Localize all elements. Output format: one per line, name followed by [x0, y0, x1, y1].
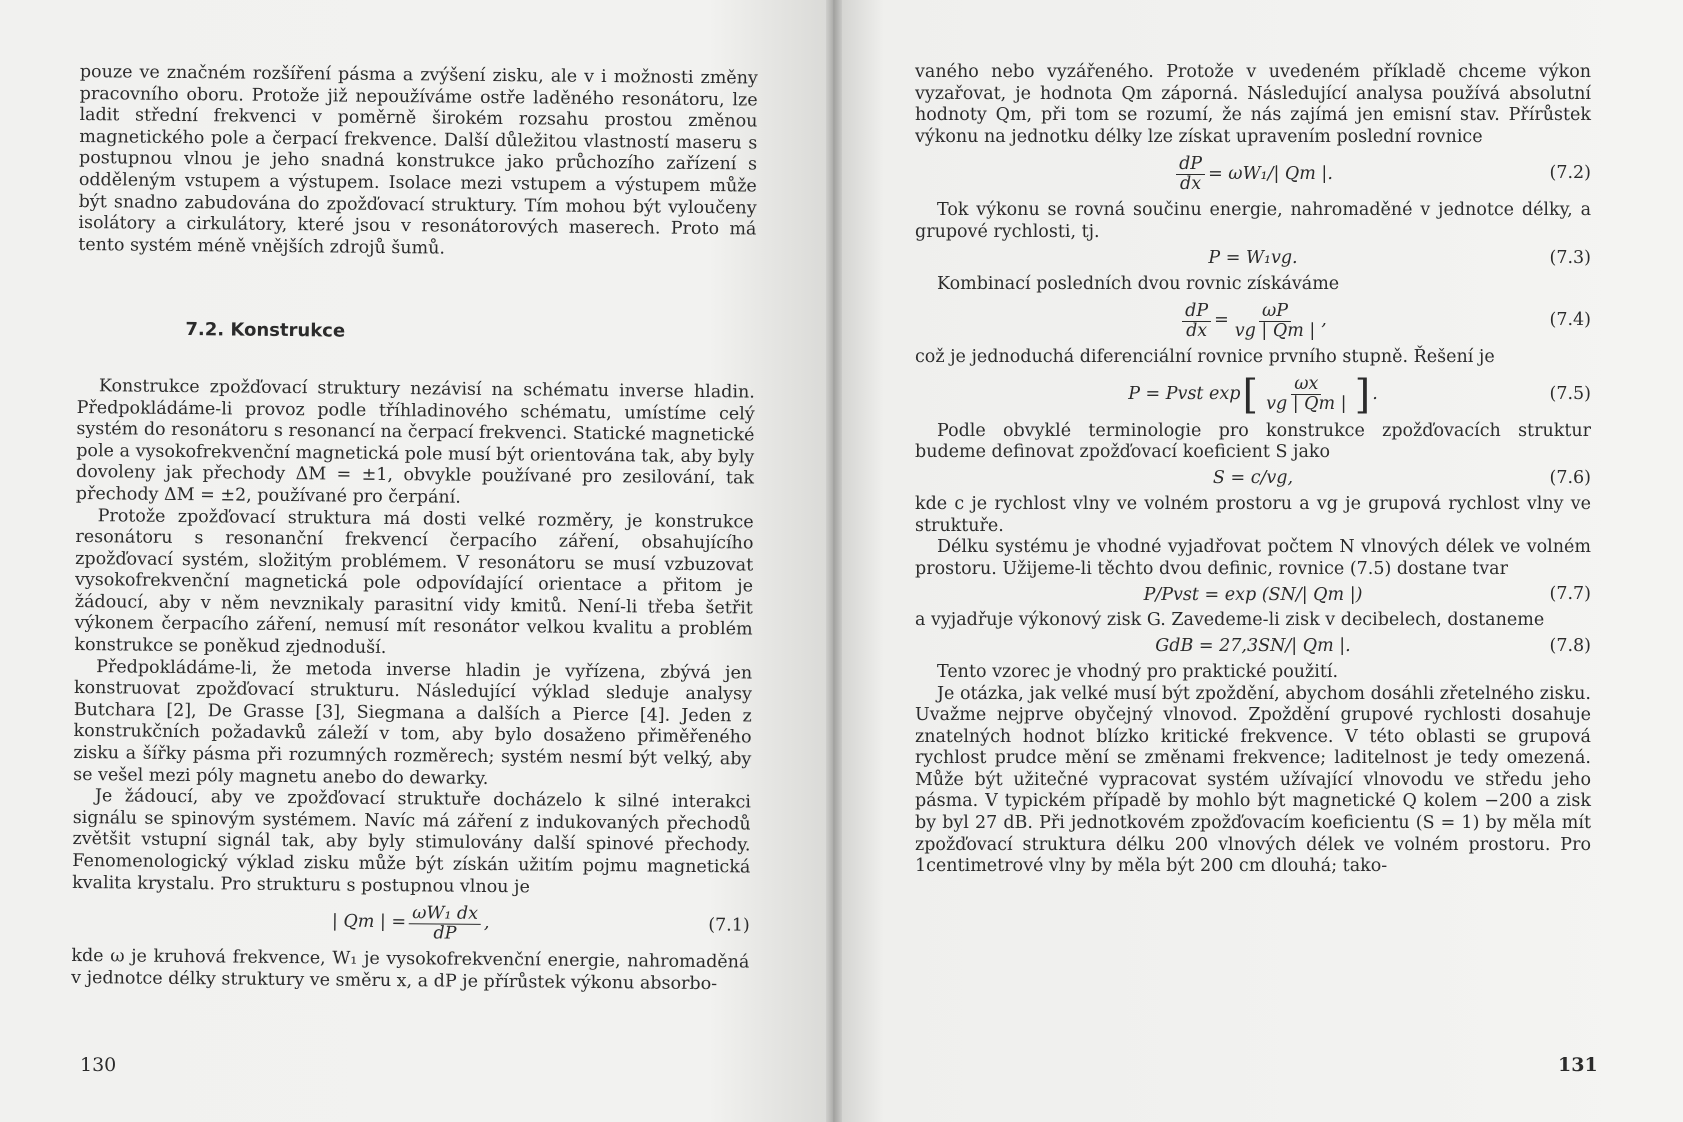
right-bracket: ]: [1354, 371, 1371, 418]
denominator: vg | Qm |: [1234, 320, 1316, 341]
equals-sign: =: [1214, 310, 1229, 331]
equation-tail: ,: [1321, 310, 1327, 331]
numerator: ωx: [1291, 375, 1321, 395]
left-bracket: [: [1242, 371, 1259, 418]
denominator: dx: [1180, 173, 1202, 194]
equation-tail: ,: [483, 913, 490, 934]
page-number-left: 130: [80, 1054, 117, 1076]
paragraph: Předpokládáme-li, že metoda inverse hladin je vyřízena, zbývá jen konstruovat zpožďovací strukturu. Následující výklad sleduje analysy Butchara [2], De Grasse [3], Siegmana a dalších a Pierce [4]. Jeden z konstrukčních požadavků záleží v tom, aby bylo dosaženo přiměřeného zisku a šířky pásma při rozumných rozměrech; systém nesmí být velký, aby se vešel mezi póly magnetu anebo do dewarky.: [73, 656, 753, 789]
numerator: dP: [1182, 302, 1211, 322]
equation-tail: .: [1372, 383, 1378, 404]
equation-body: P = W₁vg.: [1208, 247, 1298, 268]
equation-7-7: [915, 580, 1591, 610]
paragraph: Tento vzorec je vhodný pro praktické použití.: [937, 661, 1339, 682]
section-heading: 7.2. Konstrukce: [185, 319, 346, 342]
page-number-right: 131: [1558, 1054, 1598, 1076]
paragraph: Tok výkonu se rovná součinu energie, nahromaděné v jednotce délky, a grupové rychlosti, tj.: [915, 200, 1591, 242]
equation-lhs: P = Pvst exp: [1128, 383, 1241, 404]
fraction: [1182, 302, 1211, 341]
equation-number: (7.7): [1549, 584, 1591, 605]
equation-number: (7.3): [1549, 247, 1591, 268]
right-text-column: [915, 62, 1591, 878]
equation-7-4: [915, 295, 1591, 347]
equation-7-6: [915, 464, 1591, 494]
fraction: [409, 904, 481, 944]
paragraph: vaného nebo vyzářeného. Protože v uvedeném příkladě chceme výkon vyzařovat, je hodnota Qm záporná. Následující analysa používá absolutní hodnoty Qm, při tom se rozumí, že nás zajímá jen emisní stav. Přírůstek výkonu na jednotku délky lze získat upravením poslední rovnice: [915, 62, 1591, 147]
equation-7-2: [915, 148, 1591, 200]
fraction: [1232, 302, 1319, 341]
book-gutter: [826, 0, 842, 1122]
equation-number: (7.5): [1549, 383, 1591, 404]
numerator: ωW₁ dx: [409, 904, 481, 925]
equation-7-8: [915, 632, 1591, 662]
equation-number: (7.2): [1549, 163, 1591, 184]
left-text-column: [71, 62, 758, 996]
denominator: dP: [433, 923, 457, 944]
equation-body: GdB = 27,3SN/| Qm |.: [1155, 636, 1351, 657]
equation-body: P/Pvst = exp (SN/| Qm |): [1143, 584, 1363, 605]
paragraph: kde c je rychlost vlny ve volném prostoru a vg je grupová rychlost vlny ve struktuře.: [915, 493, 1591, 536]
equation-7-5: [915, 369, 1591, 421]
equation-number: (7.8): [1549, 636, 1591, 657]
equation-number: (7.4): [1549, 310, 1591, 331]
paragraph: kde ω je kruhová frekvence, W₁ je vysokofrekvenční energie, nahromaděná v jednotce délky struktury ve směru x, a dP je přírůstek výkonu absorbo-: [71, 946, 750, 994]
equation-7-1: [72, 894, 750, 953]
paragraph: Je žádoucí, aby ve zpožďovací struktuře docházelo k silné interakci signálu se spinovým systémem. Navíc má záření z indukovaných přechodů zvětšit vstupní signál tak, aby byly stimulovány další spinové přechody. Fenomenologický výklad zisku může být získán užitím pojmu magnetická kvalita krystalu. Pro strukturu s postupnou vlnou je: [72, 786, 752, 897]
equation-body: S = c/vg,: [1212, 468, 1294, 489]
denominator: dx: [1186, 320, 1208, 341]
equation-7-3: [915, 244, 1591, 274]
numerator: ωP: [1259, 302, 1291, 322]
numerator: dP: [1176, 155, 1205, 175]
paragraph: Je otázka, jak velké musí být zpoždění, abychom dosáhli zřetelného zisku. Uvažme nejprve obyčejný vlnovod. Zpoždění grupové rychlosti dosahuje znatelných hodnot blízko kritické frekvence. V této oblasti se grupová rychlost prudce mění se změnami frekvence; laditelnost je tedy omezená. Může být užitečné vypracovat systém užívající vlnovodu ve středu jeho pásma. V typickém případě by mohlo být magnetické Q kolem −200 a zisk by byl 27 dB. Při jednotkovém zpožďovacím koeficientu (S = 1) by měla mít zpožďovací struktura délku 200 vlnových délek ve volném prostoru. Pro 1centimetrové vlny by měla být 200 cm dlouhá; tako-: [915, 683, 1591, 877]
equation-rhs: = ωW₁/| Qm |.: [1208, 163, 1333, 184]
denominator: vg | Qm |: [1266, 394, 1347, 415]
paragraph: a vyjadřuje výkonový zisk G. Zavedeme-li zisk v decibelech, dostaneme: [915, 610, 1545, 631]
fraction: [1263, 375, 1350, 414]
equation-number: (7.1): [708, 915, 750, 936]
paragraph: Protože zpožďovací struktura má dosti velké rozměry, je konstrukce resonátoru s resonanční frekvencí čerpacího záření, obsahujícího zpožďovací systém, složitým problémem. V resonátoru se musí vzbuzovat vysokofrekvenční magnetická pole odpovídající orientace a přitom je žádoucí, aby v něm nevznikaly parasitní vidy kmitů. Není-li třeba šetřit výkonem čerpacího záření, nemusí mít resonátor velkou kvalitu a problém konstrukce se poněkud zjednoduší.: [74, 505, 754, 659]
equation-number: (7.6): [1549, 468, 1591, 489]
paragraph: Kombinací posledních dvou rovnic získáváme: [937, 273, 1340, 294]
paragraph: pouze ve značném rozšíření pásma a zvýšení zisku, ale v i možnosti změny pracovního oboru. Protože již nepoužíváme ostře laděného resonátoru, lze ladit střední frekvenci v poměrně širokém rozsahu prostou změnou magnetického pole a čerpací frekvence. Další důležitou vlastností maseru s postupnou vlnou je jeho snadná konstrukce jako průchozího zařízení s odděleným vstupem a výstupem. Isolace mezi vstupem a výstupem může být snadno zabudována do zpožďovací struktury. Tím mohou být vyloučeny isolátory a cirkulátory, které jsou v resonátorových maserech. Proto má tento systém méně vnějších zdrojů šumů.: [78, 62, 758, 259]
paragraph: Konstrukce zpožďovací struktury nezávisí na schématu inverse hladin. Předpokládáme-li provoz podle tříhladinového schématu, umístíme celý systém do resonátoru s resonancí na čerpací frekvenci. Statické magnetické pole a vysokofrekvenční magnetická pole musí být orientována tak, aby byly dovoleny jak přechody ΔM = ±1, obvykle používané pro zesilování, tak přechody ΔM = ±2, používané pro čerpání.: [75, 376, 755, 508]
fraction: [1176, 155, 1205, 194]
paragraph: Podle obvyklé terminologie pro konstrukce zpožďovacích struktur budeme definovat zpožďovací koeficient S jako: [915, 420, 1591, 463]
equation-lhs: | Qm | =: [331, 911, 407, 933]
paragraph: což je jednoduchá diferenciální rovnice prvního stupně. Řešení je: [915, 347, 1495, 368]
paragraph: Délku systému je vhodné vyjadřovat počtem N vlnových délek ve volném prostoru. Užijeme-li těchto dvou definic, rovnice (7.5) dostane tvar: [915, 537, 1591, 579]
